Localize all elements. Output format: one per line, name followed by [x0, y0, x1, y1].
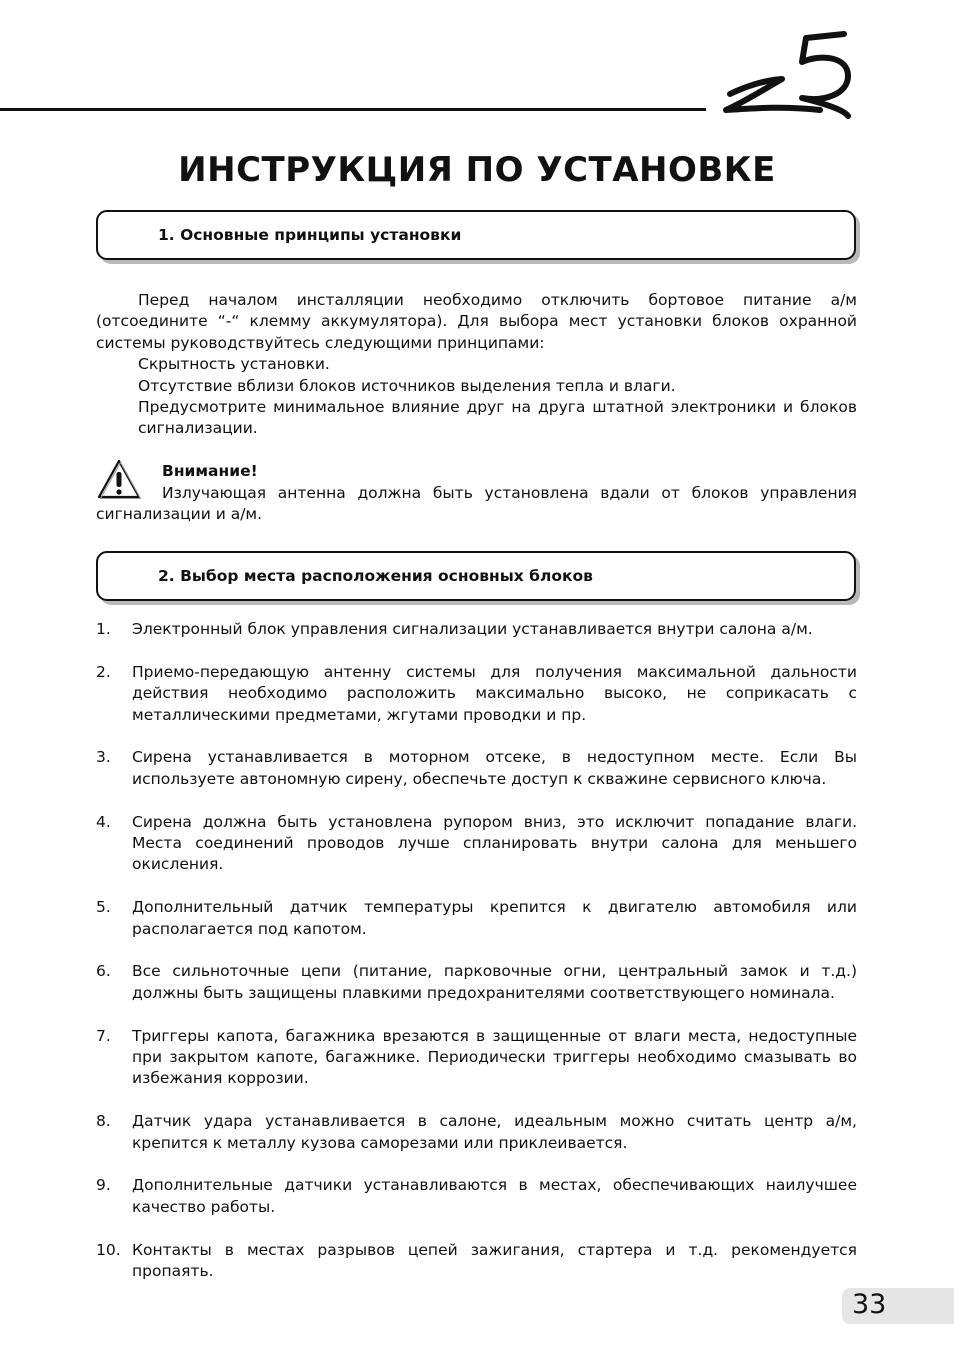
principle-item: Отсутствие вблизи блоков источников выделения тепла и влаги. [138, 376, 676, 395]
intro-paragraph: Перед началом инсталляции необходимо отключить бортовое питание а/м (отсоедините “-“ клемму аккумулятора). Для выбора мест установки блоков охранной системы руководствуйтесь следующими принципами: [96, 291, 857, 352]
item-number: 5. [96, 898, 111, 917]
item-number: 3. [96, 748, 111, 767]
item-number: 6. [96, 962, 111, 981]
item-text: Дополнительный датчик температуры крепится к двигателю автомобиля или располагается под капотом. [132, 898, 857, 938]
z5-logo [716, 24, 866, 124]
section-1-heading: 1. Основные принципы установки [158, 226, 462, 244]
principle-item: Скрытность установки. [138, 355, 330, 374]
item-text: Датчик удара устанавливается в салоне, идеальным можно считать центр а/м, крепится к металлу кузова саморезами или приклеивается. [132, 1112, 857, 1152]
section-2-heading: 2. Выбор места расположения основных блоков [158, 567, 593, 585]
header-rule [0, 108, 706, 111]
placement-list [96, 619, 857, 1304]
item-text: Сирена устанавливается в моторном отсеке, в недоступном месте. Если Вы используете автономную сирену, обеспечьте доступ к скважине сервисного ключа. [132, 748, 857, 788]
warning-title: Внимание! [162, 462, 258, 480]
item-text: Приемо-передающую антенну системы для получения максимальной дальности действия необходимо расположить максимально высоко, не соприкасать с металлическими предметами, жгутами проводки и пр. [132, 662, 857, 724]
list-item [96, 747, 857, 790]
item-text: Контакты в местах разрывов цепей зажигания, стартера и т.д. рекомендуется пропаять. [132, 1240, 857, 1281]
item-number: 4. [96, 812, 111, 831]
page-title: ИНСТРУКЦИЯ ПО УСТАНОВКЕ [178, 150, 776, 190]
list-item [96, 1111, 857, 1154]
item-text: Дополнительные датчики устанавливаются в местах, обеспечивающих наилучшее качество работы. [132, 1176, 857, 1216]
list-item [96, 1175, 857, 1218]
item-number: 1. [96, 620, 111, 638]
item-number: 7. [96, 1026, 111, 1045]
item-text: Триггеры капота, багажника врезаются в защищенные от влаги места, недоступные при закрытом капоте, багажнике. Периодически триггеры необходимо смазывать во избежания коррозии. [132, 1026, 857, 1088]
warning-text: Излучающая антенна должна быть установлена вдали от блоков управления сигнализации и а/м. [96, 484, 857, 524]
list-item [96, 961, 857, 1004]
page-number: 33 [852, 1289, 887, 1320]
item-number: 8. [96, 1112, 111, 1131]
item-text: Электронный блок управления сигнализации устанавливается внутри салона а/м. [132, 620, 813, 638]
item-text: Сирена должна быть установлена рупором вниз, это исключит попадание влаги. Места соединений проводов лучше спланировать внутри салона для меньшего окисления. [132, 812, 857, 874]
item-number: 2. [96, 662, 111, 681]
principle-item: Предусмотрите минимальное влияние друг на друга штатной электроники и блоков сигнализации. [138, 398, 857, 438]
item-number: 10. [96, 1240, 121, 1259]
section-1-body [96, 290, 857, 440]
section-1-header [96, 210, 856, 260]
item-text: Все сильноточные цепи (питание, парковочные огни, центральный замок и т.д.) должны быть защищены плавкими предохранителями соответствующего номинала. [132, 962, 857, 1002]
list-item [96, 662, 857, 726]
list-item [96, 1026, 857, 1090]
list-item [96, 812, 857, 876]
list-item [96, 1240, 857, 1283]
section-2-header [96, 551, 856, 601]
list-item [96, 619, 857, 640]
item-number: 9. [96, 1176, 111, 1195]
list-item [96, 897, 857, 940]
